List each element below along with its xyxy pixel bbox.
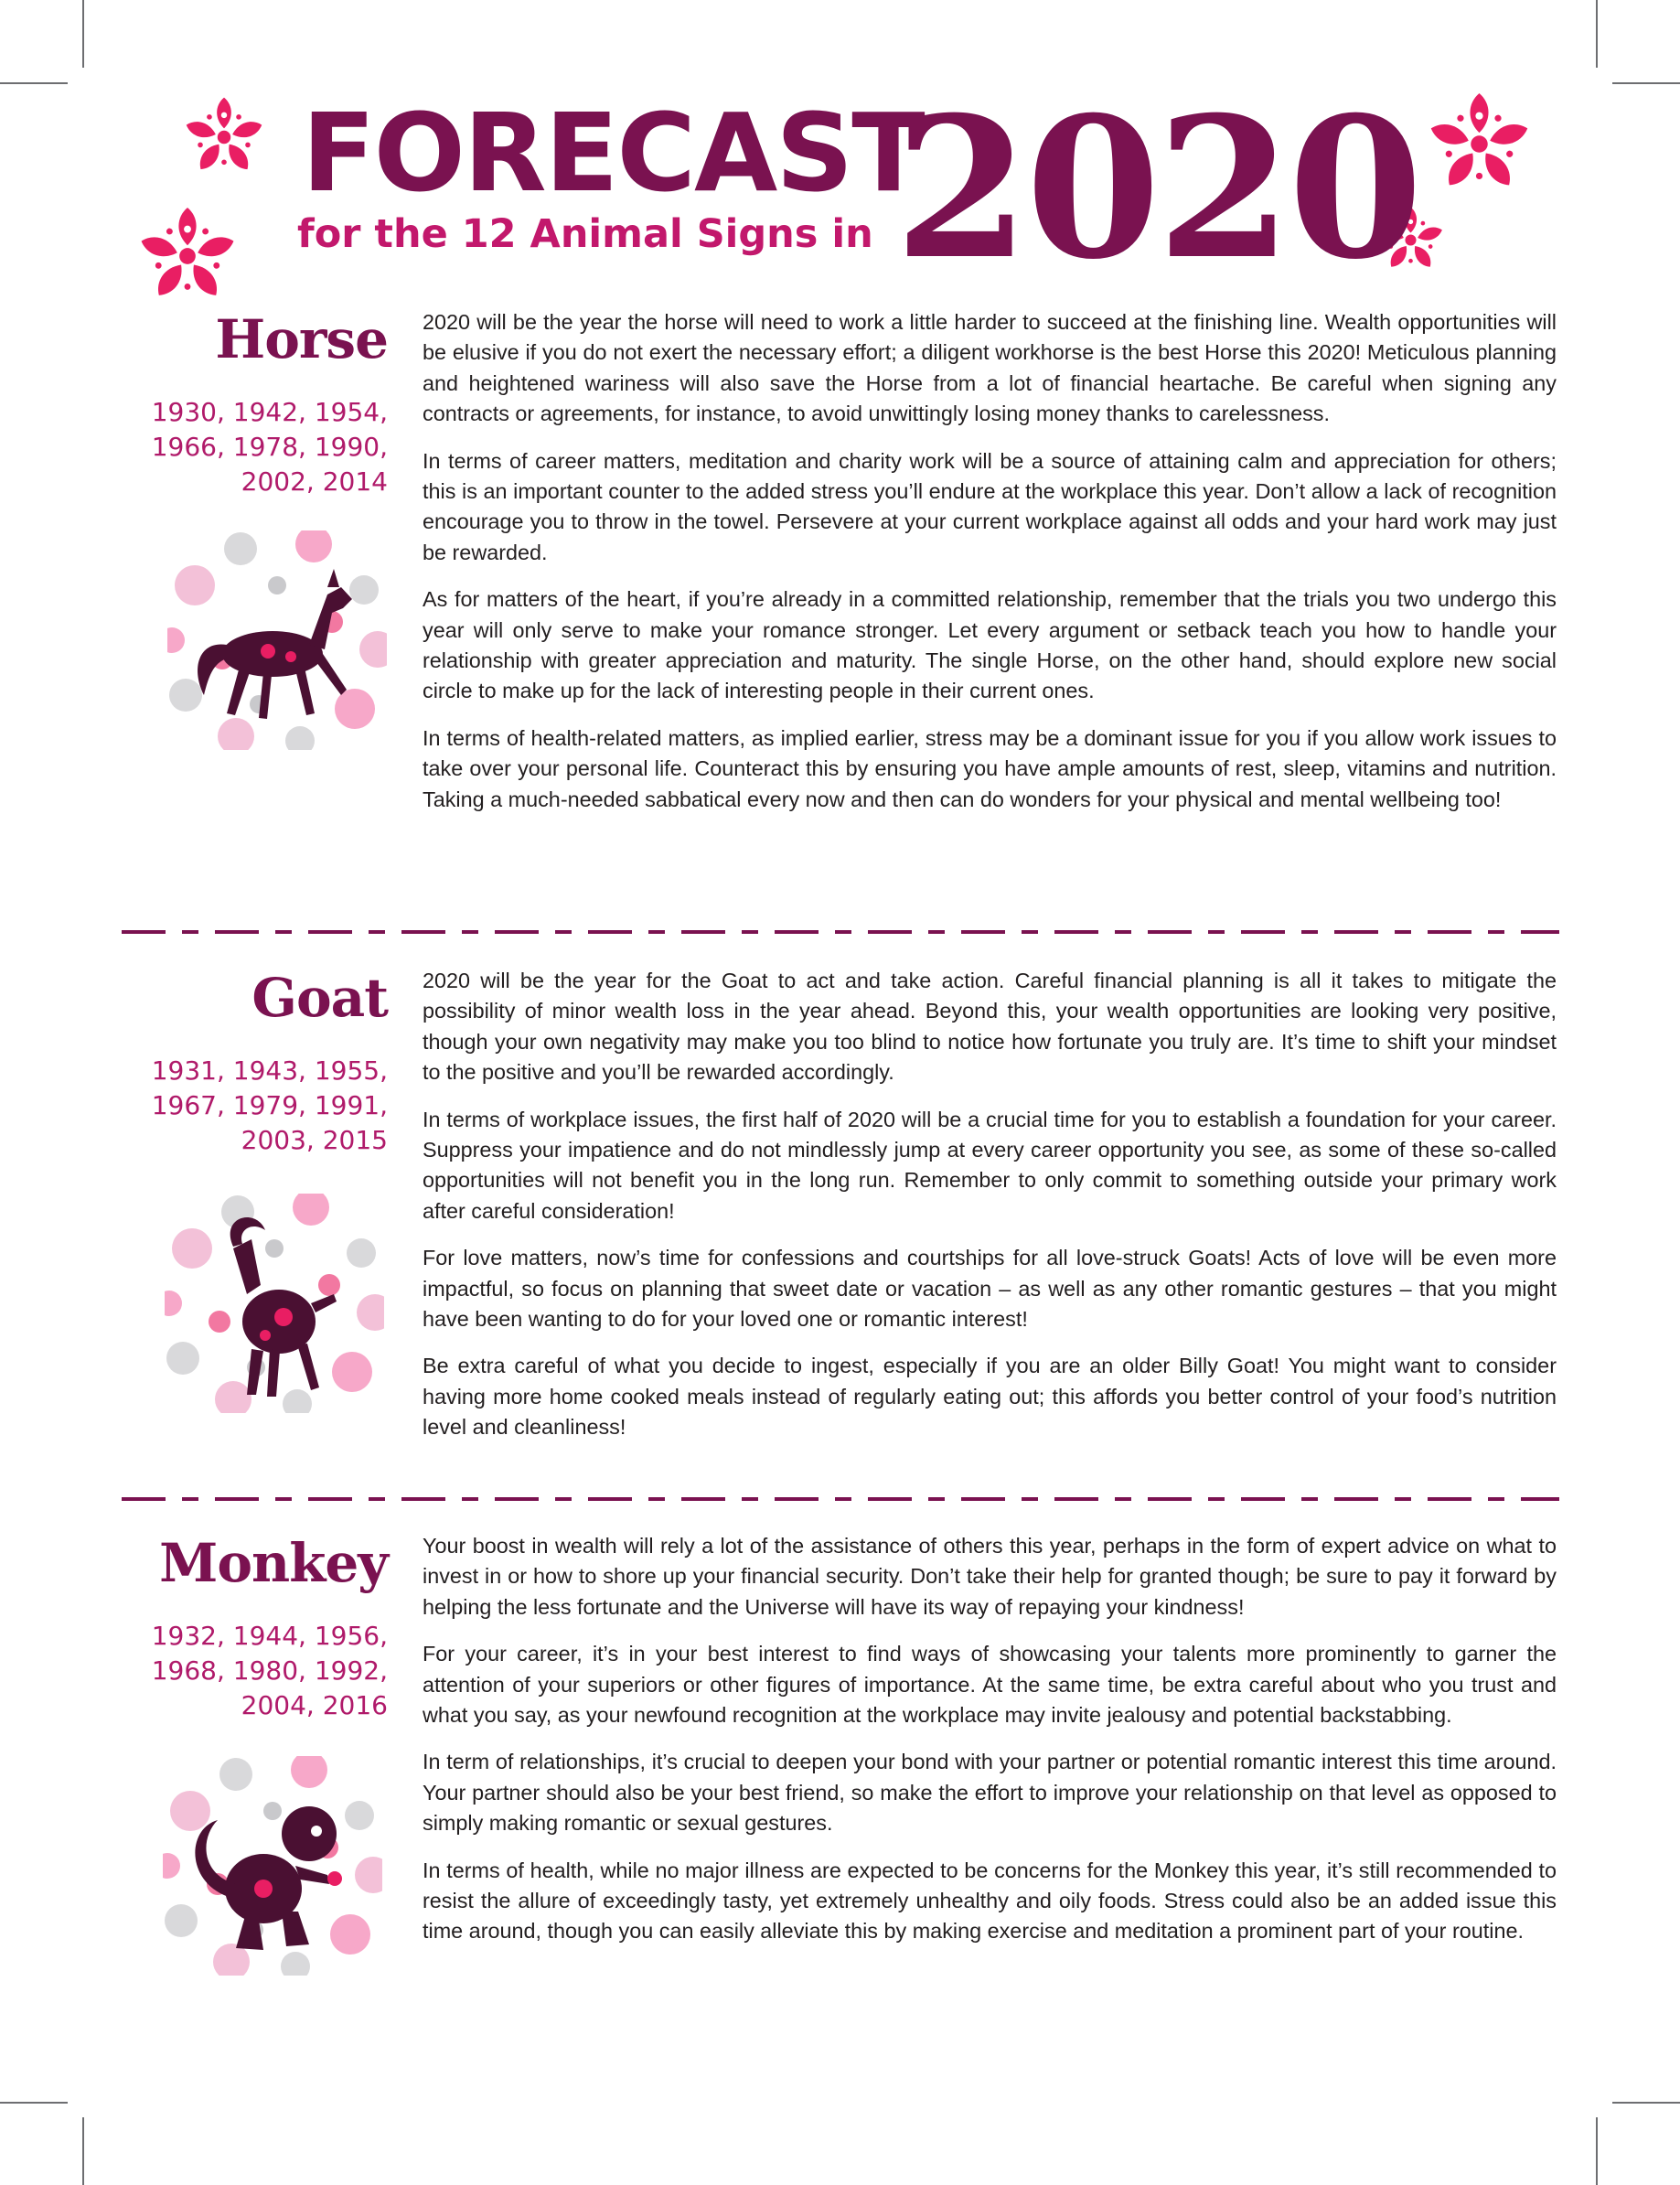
flower-icon bbox=[137, 206, 238, 306]
sign-name: Horse bbox=[215, 308, 388, 370]
section-divider bbox=[122, 930, 1559, 934]
forecast-paragraph: In terms of health, while no major illness are expected to be concerns for the Monkey this year, it’s still recommended to resist the allure of exceedingly tasty, yet extremely unhealthy and oily foods. Stress could also be an added issue this time around, though you can easily alleviate this by making exercise and meditation a prominent part of your routine. bbox=[423, 1858, 1557, 1944]
forecast-paragraph: For love matters, now’s time for confessions and courtships for all love-struck Goats! Acts of love will be even more impactful, so focus on planning that sweet date or vacation – as well as any other romantic gestures – that you might have been wanting to do for your loved one or romantic interest! bbox=[423, 1246, 1557, 1332]
page-title: FORECAST bbox=[302, 90, 924, 216]
sign-years: 1932, 1944, 1956, 1968, 1980, 1992, 2004, 2016 bbox=[151, 1621, 388, 1720]
crop-mark bbox=[0, 2102, 68, 2104]
sign-years: 1931, 1943, 1955, 1967, 1979, 1991, 2003, 2015 bbox=[151, 1055, 388, 1155]
forecast-paragraph: 2020 will be the year the horse will need to work a little harder to succeed at the finishing line. Wealth opportunities will be elusive if you do not exert the necessary effort; a diligent workhorse is the best Horse this 2020! Meticulous planning and heightened wariness will also save the Horse from a lot of financial heartache. Be careful when signing any contracts or agreements, for instance, to avoid unwittingly losing money thanks to carelessness. bbox=[423, 310, 1557, 426]
sign-years: 1930, 1942, 1954, 1966, 1978, 1990, 2002, 2014 bbox=[151, 397, 388, 497]
crop-mark bbox=[1596, 0, 1598, 68]
crop-mark bbox=[82, 0, 84, 68]
crop-mark bbox=[82, 2117, 84, 2185]
sign-forecast bbox=[423, 1531, 1557, 1964]
flower-icon bbox=[1427, 91, 1532, 197]
sign-forecast bbox=[423, 966, 1557, 1460]
forecast-paragraph: In terms of health-related matters, as implied earlier, stress may be a dominant issue for you if you allow work issues to take over your personal life. Counteract this by ensuring you have ample amounts of rest, sleep, vitamins and nutrition. Taking a much-needed sabbatical every now and then can do wonders for your physical and mental wellbeing too! bbox=[423, 725, 1557, 811]
crop-mark bbox=[1612, 2102, 1680, 2104]
horse-icon bbox=[167, 530, 387, 750]
crop-mark bbox=[1612, 82, 1680, 84]
crop-mark bbox=[1596, 2117, 1598, 2185]
forecast-paragraph: In terms of workplace issues, the first half of 2020 will be a crucial time for you to establish a foundation for your career. Suppress your impatience and do not mindlessly jump at every career opportunity you see, as some of these so-called opportunities will not benefit you in the long run. Remember to only commit to something outside your primary work after careful consideration! bbox=[423, 1107, 1557, 1223]
page-subtitle: for the 12 Animal Signs in bbox=[297, 211, 873, 257]
crop-mark bbox=[0, 82, 68, 84]
page-year: 2020 bbox=[894, 74, 1420, 302]
goat-icon bbox=[165, 1194, 384, 1413]
forecast-paragraph: In term of relationships, it’s crucial to deepen your bond with your partner or potential romantic interest this time around. Your partner should also be your best friend, so make the effort to improve your relationship on that level as opposed to simply making romantic or sexual gestures. bbox=[423, 1750, 1557, 1836]
forecast-paragraph: As for matters of the heart, if you’re already in a committed relationship, remember that the trials you two undergo this year will only serve to make your romance stronger. Let every argument or setback teach you how to handle your relationship with greater appreciation and maturity. The single Horse, on the other hand, should explore new social circle to make up for the lack of interesting people in their current ones. bbox=[423, 587, 1557, 703]
section-divider bbox=[122, 1497, 1559, 1501]
forecast-paragraph: In terms of career matters, meditation and charity work will be a source of attaining calm and appreciation for others; this is an important counter to the added stress you’ll endure at the workplace this year. Don’t allow a lack of recognition encourage you to throw in the towel. Persevere at your current workplace against all odds and your hard work may just be rewarded. bbox=[423, 448, 1557, 564]
sign-forecast bbox=[423, 307, 1557, 831]
forecast-paragraph: Your boost in wealth will rely a lot of the assistance of others this year, perhaps in the form of expert advice on what to invest in or how to shore up your financial security. Don’t take their help for granted though; be sure to pay it forward by helping the less fortunate and the Universe will have its way of repaying your kindness! bbox=[423, 1534, 1557, 1619]
forecast-paragraph: For your career, it’s in your best interest to find ways of showcasing your talents more prominently to garner the attention of your superiors or other figures of importance. At the same time, be extra careful about who you trust and what you say, as your newfound recognition at the workplace may invite jealousy and potential backstabbing. bbox=[423, 1642, 1557, 1728]
sign-name: Monkey bbox=[159, 1532, 388, 1594]
sign-name: Goat bbox=[251, 967, 388, 1029]
flower-icon bbox=[183, 96, 265, 178]
forecast-paragraph: 2020 will be the year for the Goat to act and take action. Careful financial planning is all it takes to mitigate the possibility of minor wealth loss in the year ahead. Beyond this, your wealth opportunities are looking very positive, though your own negativity may make you too blind to notice how fortunate you truly are. It’s time to shift your mindset to the positive and you’ll be rewarded accordingly. bbox=[423, 969, 1557, 1085]
monkey-icon bbox=[163, 1756, 382, 1976]
forecast-paragraph: Be extra careful of what you decide to ingest, especially if you are an older Billy Goat! You might want to consider having more home cooked meals instead of regularly eating out; this affords you better control of your food’s nutrition level and cleanliness! bbox=[423, 1354, 1557, 1440]
